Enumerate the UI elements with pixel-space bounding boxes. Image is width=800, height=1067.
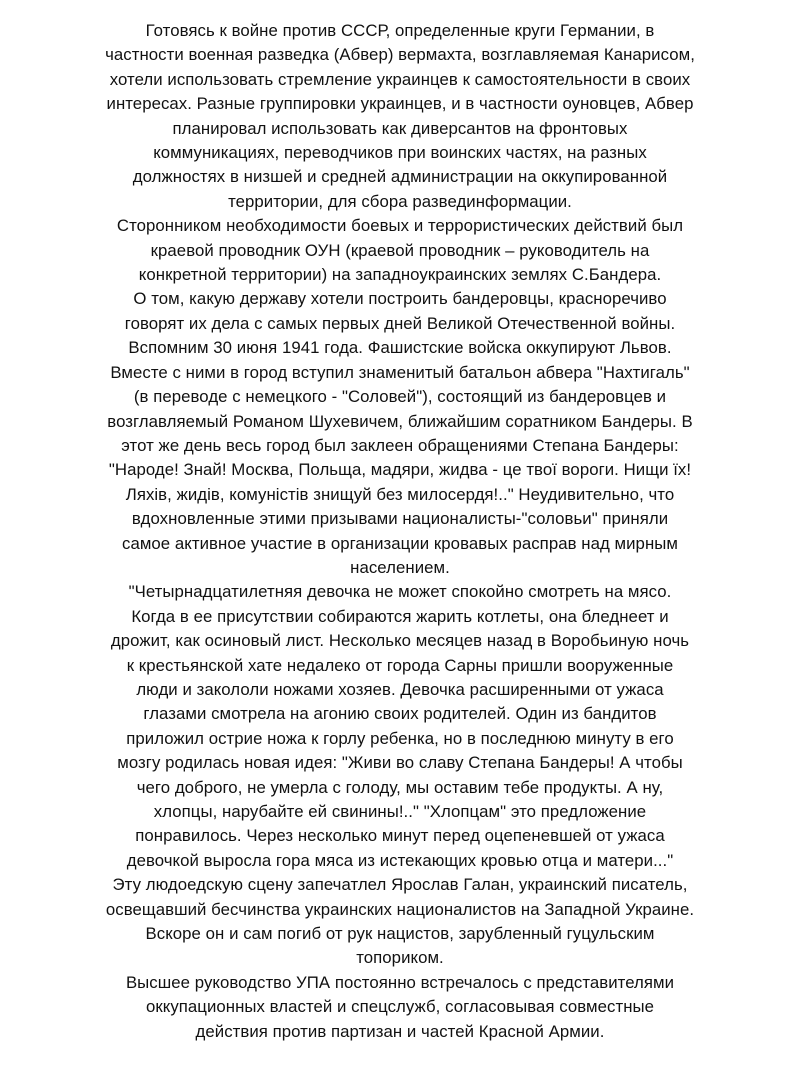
text-line: говорят их дела с самых первых дней Великой Отечественной войны.: [124, 313, 676, 333]
text-line: самое активное участие в организации кровавых расправ над мирным: [122, 533, 678, 553]
text-line: интересах. Разные группировки украинцев, и в частности оуновцев, Абвер: [106, 94, 694, 114]
text-line: этот же день весь город был заклеен обращениями Степана Бандеры:: [121, 435, 679, 455]
text-line: Эту людоедскую сцену запечатлел Ярослав Галан, украинский писатель,: [112, 875, 688, 895]
text-line: чего доброго, не умерла с голоду, мы оставим тебе продукты. А ну,: [136, 777, 664, 797]
text-line: краевой проводник ОУН (краевой проводник – руководитель на: [150, 240, 650, 260]
text-line: дрожит, как осиновый лист. Несколько месяцев назад в Воробьиную ночь: [110, 631, 690, 651]
text-line: Ляхів, жидів, комуністів знищуй без милосердя!.." Неудивительно, что: [125, 484, 675, 504]
text-line: Готовясь к войне против СССР, определенные круги Германии, в: [145, 21, 655, 40]
text-line: конкретной территории) на западноукраинских землях С.Бандера.: [138, 265, 662, 285]
text-line: частности военная разведка (Абвер) вермахта, возглавляемая Канарисом,: [105, 45, 695, 65]
text-line: освещавший бесчинства украинских националистов на Западной Украине.: [105, 899, 695, 919]
text-line: "Народе! Знай! Москва, Польща, мадяри, жидва - це твої вороги. Нищи їх!: [108, 460, 692, 480]
text-line: (в переводе с немецкого - "Соловей"), состоящий из бандеровцев и: [133, 387, 667, 407]
text-line: возглавляемый Романом Шухевичем, ближайшим соратником Бандеры. В: [107, 411, 693, 431]
text-line: Вспомним 30 июня 1941 года. Фашистские войска оккупируют Львов.: [128, 338, 672, 358]
text-line: девочкой выросла гора мяса из истекающих кровью отца и матери...": [126, 850, 674, 870]
text-line: должностях в низшей и средней администрации на оккупированной: [132, 167, 668, 187]
text-line: к крестьянской хате недалеко от города Сарны пришли вооруженные: [126, 655, 674, 675]
text-line: Вскоре он и сам погиб от рук нацистов, зарубленный гуцульским: [145, 924, 655, 944]
text-line: О том, какую державу хотели построить бандеровцы, красноречиво: [133, 289, 667, 309]
text-line: топориком.: [356, 948, 444, 968]
text-line: "Четырнадцатилетняя девочка не может спокойно смотреть на мясо.: [128, 582, 672, 602]
text-line: мозгу родилась новая идея: "Живи во славу Степана Бандеры! А чтобы: [117, 753, 683, 773]
text-line: Высшее руководство УПА постоянно встречалось с представителями: [125, 972, 675, 992]
text-line: понравилось. Через несколько минут перед оцепеневшей от ужаса: [135, 826, 665, 846]
text-line: хлопцы, нарубайте ей свинины!.." "Хлопцам" это предложение: [153, 802, 647, 821]
text-line: населением.: [350, 557, 450, 577]
text-line: территории, для сбора развединформации.: [228, 191, 572, 211]
text-line: действия против партизан и частей Красной Армии.: [195, 1021, 605, 1041]
text-line: глазами смотрела на агонию своих родителей. Один из бандитов: [143, 704, 657, 724]
text-line: оккупационных властей и спецслужб, согласовывая совместные: [145, 997, 655, 1017]
text-line: планировал использовать как диверсантов на фронтовых: [172, 118, 628, 138]
text-line: Когда в ее присутствии собираются жарить котлеты, она бледнеет и: [131, 606, 669, 626]
text-line: коммуникациях, переводчиков при воинских частях, на разных: [153, 143, 647, 163]
text-line: Сторонником необходимости боевых и террористических действий был: [116, 216, 684, 236]
text-line: приложил острие ножа к горлу ребенка, но в последнюю минуту в его: [126, 728, 674, 748]
text-line: вдохновленные этими призывами националисты-"соловьи" приняли: [131, 509, 669, 529]
body-text: [0, 19, 800, 1044]
text-line: хотели использовать стремление украинцев к самостоятельности в своих: [109, 69, 691, 89]
text-line: Вместе с ними в город вступил знаменитый батальон абвера "Нахтигаль": [110, 362, 690, 382]
text-line: люди и закололи ножами хозяев. Девочка расширенными от ужаса: [136, 679, 664, 699]
